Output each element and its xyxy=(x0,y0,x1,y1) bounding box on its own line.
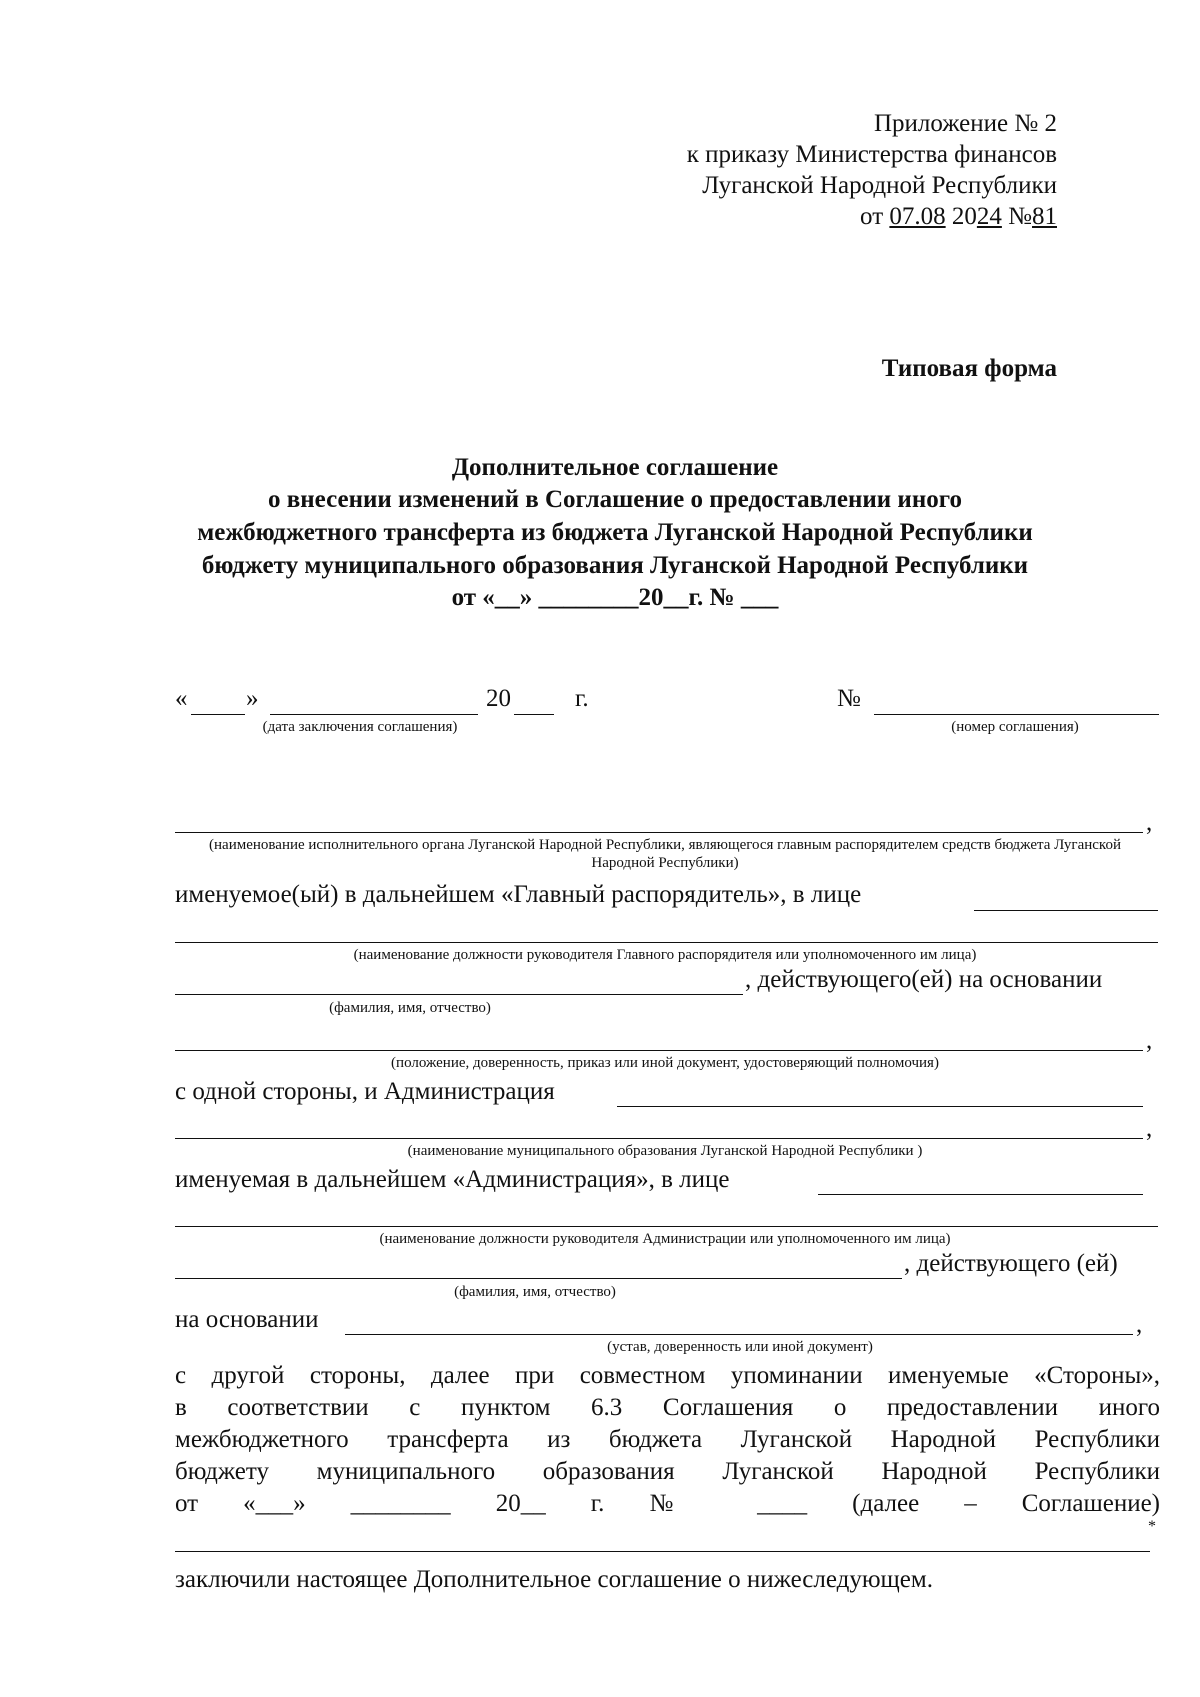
footnote-mark: * xyxy=(1148,1518,1156,1535)
caption-executive-organ: (наименование исполнительного органа Луганской Народной Республики, являющегося главным распорядителем средств бюджета Луганской Народной Республики) xyxy=(209,837,1121,871)
date-caption: (дата заключения соглашения) xyxy=(262,719,458,735)
date-close-quote: » xyxy=(246,685,259,712)
footnote-blank[interactable] xyxy=(175,1551,1150,1552)
para-line-1: с другой стороны, далее при совместном упоминании именуемые «Стороны», xyxy=(175,1362,1160,1389)
date-year-blank[interactable] xyxy=(514,714,554,715)
title-line-5: от «__» ________20__г. № ___ xyxy=(451,584,779,611)
line-one-side: с одной стороны, и Администрация xyxy=(175,1078,555,1105)
caption-fio-1: (фамилия, имя, отчество) xyxy=(329,1000,491,1016)
date-prefix: от xyxy=(860,203,890,230)
comma-2: , xyxy=(1146,1027,1153,1054)
municipality-blank[interactable] xyxy=(175,1138,1143,1139)
para-line-5: от «___» ________ 20__ г. № ____ (далее – Соглашение) xyxy=(175,1490,1160,1517)
header-line-1: Приложение № 2 xyxy=(873,110,1057,137)
caption-admin-position: (наименование должности руководителя Администрации или уполномоченного им лица) xyxy=(379,1231,951,1247)
comma-1: , xyxy=(1146,809,1153,836)
caption-fio-2: (фамилия, имя, отчество) xyxy=(454,1284,616,1300)
caption-document-1: (положение, доверенность, приказ или иной документ, удостоверяющий полномочия) xyxy=(391,1055,939,1071)
comma-3: , xyxy=(1146,1115,1153,1142)
date-day-blank[interactable] xyxy=(191,714,245,715)
chief-position-blank[interactable] xyxy=(175,942,1158,943)
title-line-2: о внесении изменений в Соглашение о предоставлении иного xyxy=(268,486,962,513)
para-line-4: бюджету муниципального образования Луганской Народной Республики xyxy=(175,1458,1160,1485)
date-year-prefix: 20 xyxy=(486,685,511,712)
caption-document-2: (устав, доверенность или иной документ) xyxy=(607,1339,873,1355)
caption-chief-position: (наименование должности руководителя Главного распорядителя или уполномоченного им лица) xyxy=(353,947,977,963)
date-num-sign: № xyxy=(1001,203,1032,230)
comma-4: , xyxy=(1136,1311,1143,1338)
line-named-chief: именуемое(ый) в дальнейшем «Главный распорядитель», в лице xyxy=(175,881,862,908)
form-type: Типовая форма xyxy=(881,355,1057,382)
title-line-3: межбюджетного трансферта из бюджета Луганской Народной Республики xyxy=(197,519,1033,546)
acting: , действующего (ей) xyxy=(904,1250,1118,1277)
header-line-2: к приказу Министерства финансов xyxy=(686,141,1057,168)
date-year-suffix: г. xyxy=(575,685,589,712)
title-line-4: бюджету муниципального образования Луганской Народной Республики xyxy=(201,552,1029,579)
number-sign: № xyxy=(837,685,861,712)
title-line-1: Дополнительное соглашение xyxy=(451,454,779,481)
admin-position-blank[interactable] xyxy=(175,1226,1158,1227)
on-basis: на основании xyxy=(175,1306,319,1333)
document-1-blank[interactable] xyxy=(175,1050,1143,1051)
document-2-blank[interactable] xyxy=(345,1334,1133,1335)
para-line-2: в соответствии с пунктом 6.3 Соглашения о предоставлении иного xyxy=(175,1394,1160,1421)
date-month-blank[interactable] xyxy=(270,714,478,715)
date-number: 81 xyxy=(1032,203,1057,230)
number-blank[interactable] xyxy=(874,714,1159,715)
fio-2-blank[interactable] xyxy=(175,1278,902,1279)
number-caption: (номер соглашения) xyxy=(951,719,1079,735)
line-named-admin: именуемая в дальнейшем «Администрация», в лице xyxy=(175,1166,730,1193)
fio-1-blank[interactable] xyxy=(175,994,743,995)
executive-organ-blank[interactable] xyxy=(175,832,1143,833)
chief-name-blank[interactable] xyxy=(974,910,1158,911)
final-line: заключили настоящее Дополнительное соглашение о нижеследующем. xyxy=(175,1566,933,1593)
admin-name-blank[interactable] xyxy=(818,1194,1143,1195)
caption-municipality: (наименование муниципального образования Луганской Народной Республики ) xyxy=(407,1143,923,1159)
date-open-quote: « xyxy=(175,685,188,712)
date-value: 07.08 xyxy=(889,203,946,230)
date-year-tail: 24 xyxy=(976,203,1002,230)
para-line-3: межбюджетного трансферта из бюджета Луганской Народной Республики xyxy=(175,1426,1160,1453)
header-line-3: Луганской Народной Республики xyxy=(702,172,1057,199)
acting-basis: , действующего(ей) на основании xyxy=(745,966,1103,993)
header-date-line xyxy=(860,202,1057,232)
date-mid: 20 xyxy=(945,203,977,230)
administration-blank[interactable] xyxy=(617,1106,1143,1107)
